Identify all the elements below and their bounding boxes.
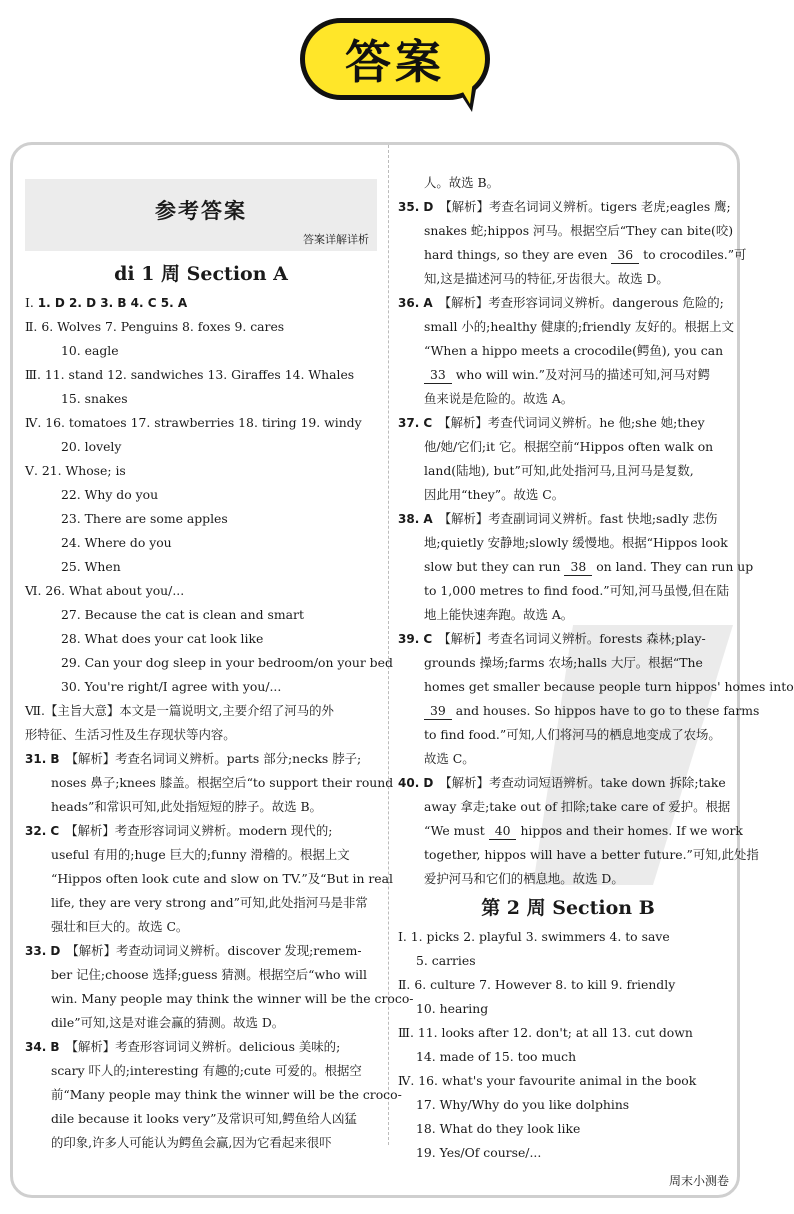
- explanation-line: homes get smaller because people turn hippos' homes into: [424, 679, 794, 694]
- explanation-line: 【解析】考查形容词词义辨析。dangerous 危险的;: [438, 295, 724, 310]
- intro-line: 形特征、生活习性及生存现状等内容。: [25, 727, 236, 742]
- section-6: [25, 579, 377, 603]
- list-item: 18. What do they look like: [416, 1121, 581, 1136]
- explanation-line: 爱护河马和它们的栖息地。故选 D。: [424, 871, 624, 886]
- explanation-line: 【解析】考查名词词义辨析。forests 森林;play-: [438, 631, 706, 646]
- explanation-line: to find food.”可知,人们将河马的栖息地变成了农场。: [424, 727, 721, 742]
- explanation-line: win. Many people may think the winner will be the croco-: [51, 991, 414, 1006]
- list-item: 23. There are some apples: [61, 511, 228, 526]
- section-5: [25, 459, 377, 483]
- list-item: 26. What about you/...: [45, 583, 185, 598]
- title-box: [25, 179, 377, 251]
- section-label: Ⅴ.: [25, 463, 38, 478]
- section-label: Ⅰ.: [25, 295, 34, 310]
- explanation-line: slow but they can run: [424, 559, 561, 574]
- question-number: 36. A: [398, 296, 433, 310]
- week1-heading: di 1 周 Section A: [114, 263, 288, 285]
- w2-section-3: [398, 1021, 738, 1045]
- section-line: 10. hearing: [416, 1001, 489, 1016]
- badge-tail-fill: [456, 80, 473, 104]
- explanation-line: 地;quietly 安静地;slowly 缓慢地。根据“Hippos look: [424, 535, 728, 550]
- week2-heading: 第 2 周 Section B: [481, 897, 655, 919]
- list-item: 17. Why/Why do you like dolphins: [416, 1097, 630, 1112]
- answer-blank: 36: [611, 247, 639, 264]
- section-1: [25, 291, 377, 315]
- question-34-continued: [398, 171, 738, 195]
- w2-section-4: [398, 1069, 738, 1093]
- section-line: 16. tomatoes 17. strawberries 18. tiring 19. windy: [45, 415, 362, 430]
- question-40: [398, 771, 759, 891]
- explanation-line: 【解析】考查名词词义辨析。parts 部分;necks 脖子;: [65, 751, 362, 766]
- question-number: 33. D: [25, 944, 61, 958]
- explanation-line: dile because it looks very”及常识可知,鳄鱼给人凶猛: [51, 1111, 357, 1126]
- explanation-line: small 小的;healthy 健康的;friendly 友好的。根据上文: [424, 319, 734, 334]
- question-number: 32. C: [25, 824, 60, 838]
- question-number: 40. D: [398, 776, 434, 790]
- section-label: Ⅱ.: [398, 977, 411, 992]
- explanation-line: ber 记住;choose 选择;guess 猜测。根据空后“who will: [51, 967, 367, 982]
- explanation-line: useful 有用的;huge 巨大的;funny 滑稽的。根据上文: [51, 847, 350, 862]
- list-item: 29. Can your dog sleep in your bedroom/on your bed: [61, 655, 393, 670]
- explanation-line: grounds 操场;farms 农场;halls 大厅。根据“The: [424, 655, 703, 670]
- section-label: Ⅰ.: [398, 929, 407, 944]
- explanation-line: “We must: [424, 823, 485, 838]
- list-item: 27. Because the cat is clean and smart: [61, 607, 304, 622]
- question-number: 38. A: [398, 512, 433, 526]
- answer-page: [10, 142, 794, 1198]
- left-column: [25, 145, 414, 1155]
- explanation-line: 【解析】考查形容词词义辨析。delicious 美味的;: [65, 1039, 341, 1054]
- question-number: 39. C: [398, 632, 433, 646]
- answer-badge: [300, 18, 500, 118]
- list-item: 19. Yes/Of course/...: [416, 1145, 542, 1160]
- explanation-line: who will win.”及对河马的描述可知,河马对鳄: [455, 367, 710, 382]
- explanation-line: 强壮和巨大的。故选 C。: [51, 919, 189, 934]
- explanation-line: 的印象,许多人可能认为鳄鱼会赢,因为它看起来很吓: [51, 1135, 332, 1150]
- list-item: 25. When: [61, 559, 121, 574]
- explanation-line: to 1,000 metres to find food.”可知,河马虽慢,但在陆: [424, 583, 729, 598]
- explanation-line: 【解析】考查代词词义辨析。he 他;she 她;they: [438, 415, 705, 430]
- explanation-line: 鱼来说是危险的。故选 A。: [424, 391, 574, 406]
- explanation-line: 地上能快速奔跑。故选 A。: [424, 607, 574, 622]
- question-37: [398, 411, 738, 507]
- explanation-line: 他/她/它们;it 它。根据空前“Hippos often walk on: [424, 439, 714, 454]
- explanation-line: 【解析】考查副词词义辨析。fast 快地;sadly 悲伤: [438, 511, 718, 526]
- list-item: 24. Where do you: [61, 535, 172, 550]
- explanation-line: 故选 C。: [424, 751, 475, 766]
- page-subtitle: 答案详解详析: [303, 233, 369, 246]
- explanation-line: together, hippos will have a better future.”可知,此处指: [424, 847, 759, 862]
- section-label: Ⅵ.: [25, 583, 42, 598]
- section-line: 10. eagle: [61, 343, 119, 358]
- question-32: [25, 819, 393, 939]
- explanation-line: 因此用“they”。故选 C。: [424, 487, 565, 502]
- explanation-line: life, they are very strong and”可知,此处指河马是非常: [51, 895, 368, 910]
- question-34: [25, 1035, 402, 1155]
- section-line: 20. lovely: [61, 439, 122, 454]
- list-item: 28. What does your cat look like: [61, 631, 264, 646]
- question-number: 34. B: [25, 1040, 60, 1054]
- section-3: [25, 363, 377, 387]
- list-item: 16. what's your favourite animal in the book: [418, 1073, 697, 1088]
- section-label: Ⅲ.: [398, 1025, 414, 1040]
- answer-blank: 38: [564, 559, 592, 576]
- section-line: 5. carries: [416, 953, 476, 968]
- section-label: Ⅳ.: [25, 415, 42, 430]
- question-number: 37. C: [398, 416, 433, 430]
- answer-blank: 40: [489, 823, 517, 840]
- section-line: 11. stand 12. sandwiches 13. Giraffes 14. Whales: [44, 367, 355, 382]
- section-2: [25, 315, 377, 339]
- w2-section-2: [398, 973, 738, 997]
- footer-note: 周末小测卷: [668, 1174, 729, 1188]
- question-38: [398, 507, 754, 627]
- question-35: [398, 195, 747, 291]
- explanation-line: 【解析】考查动词词义辨析。discover 发现;remem-: [66, 943, 362, 958]
- answer-blank: 33: [424, 367, 452, 384]
- explanation-line: 【解析】考查形容词词义辨析。modern 现代的;: [65, 823, 333, 838]
- question-36: [398, 291, 738, 411]
- section-7-intro: [25, 699, 377, 723]
- explanation-line: away 拿走;take out of 扣除;take care of 爱护。根据: [424, 799, 731, 814]
- answer-badge-label: 答案: [300, 18, 490, 100]
- explanation-line: noses 鼻子;knees 膝盖。根据空后“to support their round: [51, 775, 394, 790]
- explanation-line: snakes 蛇;hippos 河马。根据空后“They can bite(咬): [424, 223, 734, 238]
- explanation-line: heads”和常识可知,此处指短短的脖子。故选 B。: [51, 799, 322, 814]
- explanation-line: 前“Many people may think the winner will be the croco-: [51, 1087, 402, 1102]
- question-number: 35. D: [398, 200, 434, 214]
- explanation-line: hard things, so they are even: [424, 247, 608, 262]
- explanation-line: dile”可知,这是对谁会赢的猜测。故选 D。: [51, 1015, 285, 1030]
- list-item: 22. Why do you: [61, 487, 159, 502]
- explanation-line: 人。故选 B。: [424, 175, 499, 190]
- list-item: 21. Whose; is: [41, 463, 126, 478]
- right-column: [398, 145, 794, 1165]
- explanation-line: “Hippos often look cute and slow on TV.”及“But in real: [51, 871, 393, 886]
- section-label: Ⅱ.: [25, 319, 38, 334]
- explanation-line: hippos and their homes. If we work: [520, 823, 743, 838]
- explanation-line: on land. They can run up: [596, 559, 754, 574]
- section-4: [25, 411, 377, 435]
- question-number: 31. B: [25, 752, 60, 766]
- explanation-line: land(陆地), but”可知,此处指河马,且河马是复数,: [424, 463, 694, 478]
- section-line: 6. culture 7. However 8. to kill 9. friendly: [414, 977, 676, 992]
- w2-section-1: [398, 925, 738, 949]
- intro-line: 【主旨大意】本文是一篇说明文,主要介绍了河马的外: [44, 703, 334, 718]
- explanation-line: scary 吓人的;interesting 有趣的;cute 可爱的。根据空: [51, 1063, 362, 1078]
- section-label: Ⅳ.: [398, 1073, 415, 1088]
- explanation-line: “When a hippo meets a crocodile(鳄鱼), you can: [424, 343, 724, 358]
- question-31: [25, 747, 394, 819]
- section-line: 11. looks after 12. don't; at all 13. cut down: [417, 1025, 693, 1040]
- section-line: 15. snakes: [61, 391, 128, 406]
- explanation-line: 知,这是描述河马的特征,牙齿很大。故选 D。: [424, 271, 669, 286]
- section-line: 6. Wolves 7. Penguins 8. foxes 9. cares: [41, 319, 285, 334]
- question-39: [398, 627, 794, 771]
- section-line: 1. picks 2. playful 3. swimmers 4. to save: [410, 929, 670, 944]
- answer-blank: 39: [424, 703, 452, 720]
- section-line: 14. made of 15. too much: [416, 1049, 577, 1064]
- explanation-line: 【解析】考查名词词义辨析。tigers 老虎;eagles 鹰;: [439, 199, 731, 214]
- section-label: Ⅲ.: [25, 367, 41, 382]
- list-item: 30. You're right/I agree with you/...: [61, 679, 282, 694]
- explanation-line: and houses. So hippos have to go to these farms: [455, 703, 760, 718]
- section-items: 1. D 2. D 3. B 4. C 5. A: [37, 296, 188, 310]
- page-title: 参考答案: [155, 199, 247, 223]
- explanation-line: 【解析】考查动词短语辨析。take down 拆除;take: [439, 775, 726, 790]
- section-label: Ⅶ.: [25, 703, 45, 718]
- explanation-line: to crocodiles.”可: [643, 247, 747, 262]
